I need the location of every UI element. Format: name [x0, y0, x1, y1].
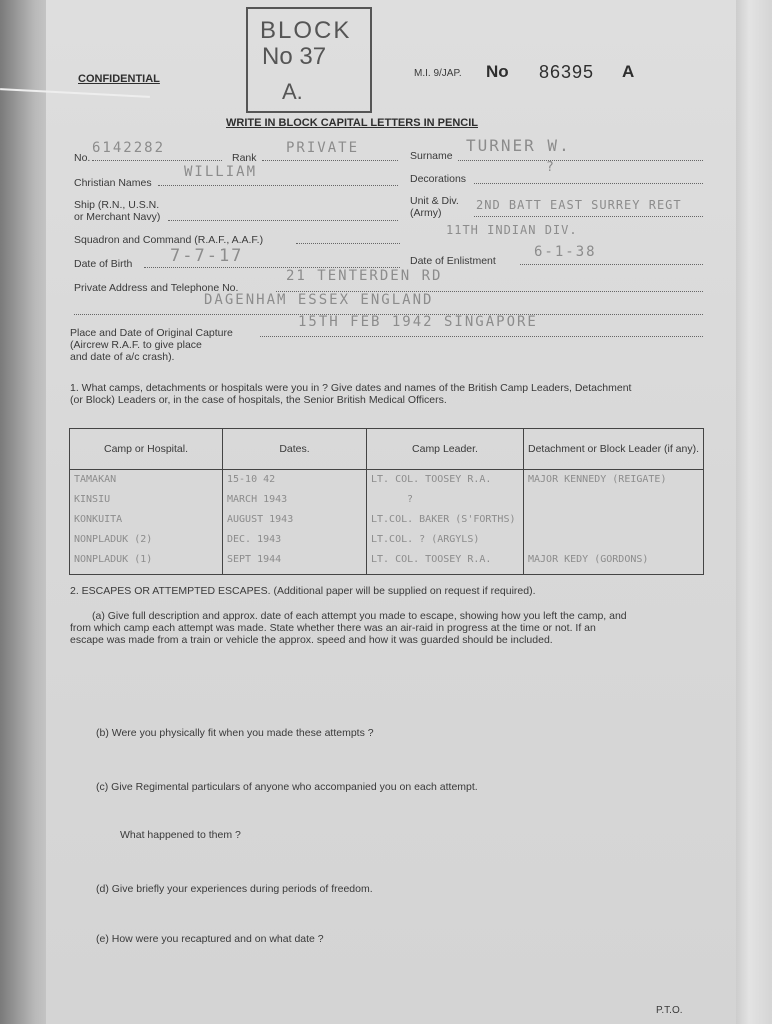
leader-column: [367, 470, 524, 575]
unit-value-2: 11TH INDIAN DIV.: [446, 223, 578, 237]
table-cell: MAJOR KENNEDY (REIGATE): [528, 474, 667, 485]
dob-label: Date of Birth: [74, 258, 133, 270]
dob-value: 7-7-17: [170, 246, 244, 266]
address-value-1: 21 TENTERDEN RD: [286, 268, 443, 284]
rank-value: PRIVATE: [286, 140, 360, 156]
table-cell: DEC. 1943: [227, 534, 282, 545]
q1-text-2: (or Block) Leaders or, in the case of hospitals, the Senior British Medical Officers.: [70, 394, 447, 406]
table-cell: LT. COL. TOOSEY R.A.: [371, 474, 492, 485]
table-cell: NONPLADUK (1): [74, 554, 153, 565]
q2a-text-1: (a) Give full description and approx. date of each attempt you made to escape, showing how you left the camp, and: [92, 610, 627, 622]
enlistment-value: 6-1-38: [534, 244, 597, 260]
q2e-text: (e) How were you recaptured and on what date ?: [96, 933, 324, 945]
decorations-value: ?: [546, 160, 556, 175]
enlistment-label: Date of Enlistment: [410, 255, 496, 267]
camps-table: [69, 428, 704, 575]
stamp-line-3: A.: [282, 79, 303, 104]
form-no-label: No: [486, 62, 509, 81]
stamp-line-1: BLOCK: [260, 17, 352, 44]
christian-names-value: WILLIAM: [184, 164, 258, 180]
table-cell: AUGUST 1943: [227, 514, 294, 525]
form-sheet: [46, 0, 736, 1024]
unit-label-1: Unit & Div.: [410, 195, 459, 207]
capture-label-3: and date of a/c crash).: [70, 351, 175, 363]
form-number: 86395: [539, 62, 595, 82]
table-header: Dates.: [223, 429, 367, 470]
ref-label: M.I. 9/JAP.: [414, 68, 462, 79]
detachment-column: [524, 470, 704, 575]
instruction-heading: WRITE IN BLOCK CAPITAL LETTERS IN PENCIL: [226, 117, 478, 129]
table-cell: LT. COL. TOOSEY R.A.: [371, 554, 492, 565]
ship-label-2: or Merchant Navy): [74, 211, 161, 223]
address-label: Private Address and Telephone No.: [74, 282, 239, 294]
surname-label: Surname: [410, 150, 453, 162]
table-cell: 15-10 42: [227, 474, 276, 485]
table-cell: KINSIU: [74, 494, 111, 505]
confidential-label: CONFIDENTIAL: [78, 73, 160, 85]
ship-label-1: Ship (R.N., U.S.N.: [74, 199, 160, 211]
table-cell: LT.COL. BAKER (S'FORTHS): [371, 514, 516, 525]
table-cell: TAMAKAN: [74, 474, 117, 485]
table-cell: [524, 530, 703, 550]
table-cell: MARCH 1943: [227, 494, 288, 505]
q2c-text: (c) Give Regimental particulars of anyone who accompanied you on each attempt.: [96, 781, 478, 793]
block-stamp: [246, 7, 372, 113]
table-cell: [524, 510, 703, 530]
christian-names-label: Christian Names: [74, 177, 152, 189]
capture-label-2: (Aircrew R.A.F. to give place: [70, 339, 202, 351]
table-cell: NONPLADUK (2): [74, 534, 153, 545]
q2b-text: (b) Were you physically fit when you made these attempts ?: [96, 727, 374, 739]
stamp-line-2: No 37: [262, 43, 327, 70]
table-cell: MAJOR KEDY (GORDONS): [528, 554, 649, 565]
table-header: Camp or Hospital.: [70, 429, 223, 470]
pto-label: P.T.O.: [656, 1005, 683, 1016]
table-cell: ?: [407, 494, 414, 505]
squadron-label: Squadron and Command (R.A.F., A.A.F.): [74, 234, 264, 246]
surname-value: TURNER W.: [466, 136, 571, 155]
table-cell: KONKUITA: [74, 514, 123, 525]
table-cell: LT.COL. ? (ARGYLS): [371, 534, 480, 545]
table-cell: SEPT 1944: [227, 554, 282, 565]
table-header: Detachment or Block Leader (if any).: [524, 429, 704, 470]
q2a-text-2: from which camp each attempt was made. State whether there was an air-raid in progress at the time or not. If an: [70, 622, 596, 634]
capture-label-1: Place and Date of Original Capture: [70, 327, 233, 339]
q2c-followup-text: What happened to them ?: [120, 829, 241, 841]
rank-label: Rank: [232, 152, 257, 164]
background-page-right: [734, 0, 772, 1024]
q1-text-1: 1. What camps, detachments or hospitals were you in ? Give dates and names of the British Camp Leaders, Detachment: [70, 382, 632, 394]
dates-column: [223, 470, 367, 575]
no-label: No.: [74, 152, 91, 164]
table-cell: [524, 490, 703, 510]
form-suffix: A: [622, 62, 635, 81]
decorations-label: Decorations: [410, 173, 467, 185]
camp-column: [70, 470, 223, 575]
q2d-text: (d) Give briefly your experiences during periods of freedom.: [96, 883, 373, 895]
table-header: Camp Leader.: [367, 429, 524, 470]
address-value-2: DAGENHAM ESSEX ENGLAND: [204, 292, 434, 308]
service-number-value: 6142282: [92, 140, 166, 156]
capture-value: 15TH FEB 1942 SINGAPORE: [298, 314, 538, 330]
unit-value-1: 2ND BATT EAST SURREY REGT: [476, 198, 682, 212]
unit-label-2: (Army): [410, 207, 442, 219]
q2a-text-3: escape was made from a train or vehicle the approx. speed and how it was guarded should be included.: [70, 634, 553, 646]
q2-title: 2. ESCAPES OR ATTEMPTED ESCAPES. (Additional paper will be supplied on request if required).: [70, 585, 536, 597]
